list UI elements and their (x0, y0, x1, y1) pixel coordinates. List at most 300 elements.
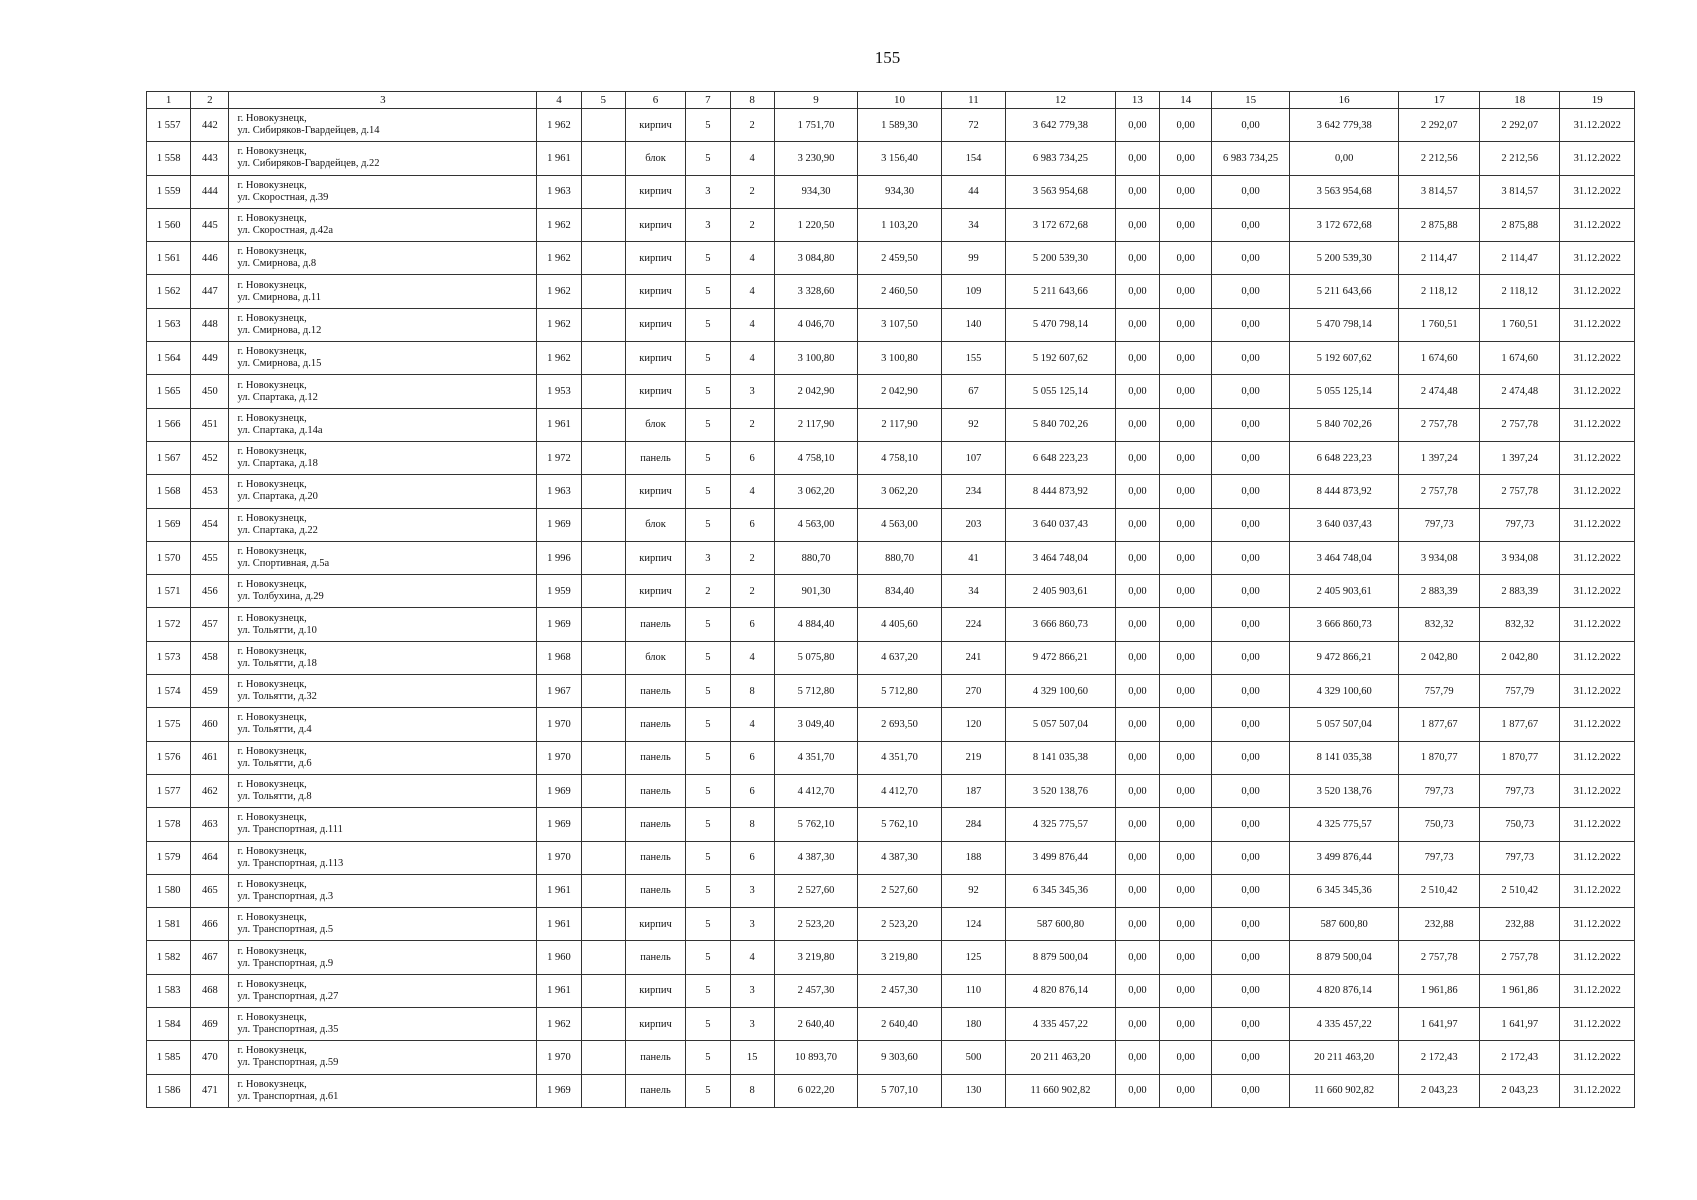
address-cell (229, 874, 537, 907)
entrances-cell: 8 (730, 808, 774, 841)
entrances-cell: 3 (730, 375, 774, 408)
column-number-header: 10 (858, 92, 942, 109)
row-number-cell: 1 580 (147, 874, 191, 907)
address-cell (229, 441, 537, 474)
living-area-cell: 880,70 (858, 541, 942, 574)
residents-cell: 34 (941, 575, 1005, 608)
unit-cost-cell: 750,73 (1399, 808, 1479, 841)
funding-cell: 20 211 463,20 (1289, 1041, 1399, 1074)
address-street: ул. Скоростная, д.42а (237, 225, 334, 237)
address-cell (229, 208, 537, 241)
year-built-cell: 1 963 (537, 475, 581, 508)
column-number-header: 9 (774, 92, 858, 109)
cost-total-cell: 4 820 876,14 (1006, 974, 1116, 1007)
local-number-cell: 458 (191, 641, 229, 674)
address-city: г. Новокузнецк, (237, 1012, 307, 1024)
unit-cost-cell: 2 757,78 (1399, 475, 1479, 508)
funding-cell: 5 057 507,04 (1289, 708, 1399, 741)
funding-cell: 4 335 457,22 (1289, 1008, 1399, 1041)
address-cell (229, 675, 537, 708)
local-number-cell: 465 (191, 874, 229, 907)
funding-cell: 0,00 (1212, 508, 1289, 541)
local-number-cell: 447 (191, 275, 229, 308)
total-area-cell: 5 762,10 (774, 808, 858, 841)
max-unit-cost-cell: 750,73 (1479, 808, 1559, 841)
floors-cell: 5 (686, 874, 730, 907)
funding-cell: 0,00 (1160, 142, 1212, 175)
deadline-cell: 31.12.2022 (1560, 1008, 1635, 1041)
living-area-cell: 2 460,50 (858, 275, 942, 308)
total-area-cell: 2 523,20 (774, 908, 858, 941)
floors-cell: 5 (686, 675, 730, 708)
deadline-cell: 31.12.2022 (1560, 575, 1635, 608)
funding-cell: 0,00 (1212, 708, 1289, 741)
local-number-cell: 455 (191, 541, 229, 574)
row-number-cell: 1 572 (147, 608, 191, 641)
entrances-cell: 6 (730, 774, 774, 807)
residents-cell: 180 (941, 1008, 1005, 1041)
unit-cost-cell: 797,73 (1399, 508, 1479, 541)
total-area-cell: 2 042,90 (774, 375, 858, 408)
residents-cell: 224 (941, 608, 1005, 641)
residents-cell: 241 (941, 641, 1005, 674)
year-built-cell: 1 961 (537, 974, 581, 1007)
address-street: ул. Транспортная, д.3 (237, 890, 334, 902)
funding-cell: 6 345 345,36 (1289, 874, 1399, 907)
table-row (147, 275, 1635, 308)
cost-total-cell: 6 345 345,36 (1006, 874, 1116, 907)
funding-cell: 0,00 (1115, 675, 1159, 708)
funding-cell: 0,00 (1160, 208, 1212, 241)
max-unit-cost-cell: 2 757,78 (1479, 408, 1559, 441)
address-city: г. Новокузнецк, (237, 312, 307, 324)
funding-cell: 3 563 954,68 (1289, 175, 1399, 208)
deadline-cell: 31.12.2022 (1560, 475, 1635, 508)
funding-cell: 0,00 (1115, 941, 1159, 974)
max-unit-cost-cell: 1 641,97 (1479, 1008, 1559, 1041)
table-row (147, 941, 1635, 974)
floors-cell: 5 (686, 142, 730, 175)
deadline-cell: 31.12.2022 (1560, 874, 1635, 907)
max-unit-cost-cell: 2 114,47 (1479, 242, 1559, 275)
unit-cost-cell: 2 474,48 (1399, 375, 1479, 408)
address-street: ул. Транспортная, д.113 (237, 857, 344, 869)
funding-cell: 0,00 (1115, 708, 1159, 741)
floors-cell: 5 (686, 1074, 730, 1107)
unit-cost-cell: 832,32 (1399, 608, 1479, 641)
funding-cell: 0,00 (1212, 308, 1289, 341)
wall-material-cell: панель (625, 774, 685, 807)
page-number: 155 (874, 48, 901, 67)
column-number-header: 8 (730, 92, 774, 109)
deadline-cell: 31.12.2022 (1560, 641, 1635, 674)
living-area-cell: 9 303,60 (858, 1041, 942, 1074)
deadline-cell: 31.12.2022 (1560, 708, 1635, 741)
empty-cell (581, 974, 625, 1007)
max-unit-cost-cell: 797,73 (1479, 774, 1559, 807)
total-area-cell: 10 893,70 (774, 1041, 858, 1074)
address-cell (229, 608, 537, 641)
row-number-cell: 1 569 (147, 508, 191, 541)
funding-cell: 0,00 (1212, 342, 1289, 375)
living-area-cell: 3 100,80 (858, 342, 942, 375)
funding-cell: 0,00 (1115, 375, 1159, 408)
address-city: г. Новокузнецк, (237, 912, 307, 924)
local-number-cell: 460 (191, 708, 229, 741)
cost-total-cell: 3 642 779,38 (1006, 109, 1116, 142)
total-area-cell: 4 412,70 (774, 774, 858, 807)
funding-cell: 0,00 (1212, 741, 1289, 774)
funding-cell: 0,00 (1115, 408, 1159, 441)
year-built-cell: 1 996 (537, 541, 581, 574)
address-city: г. Новокузнецк, (237, 745, 307, 757)
residents-cell: 234 (941, 475, 1005, 508)
total-area-cell: 4 351,70 (774, 741, 858, 774)
address-street: ул. Тольятти, д.6 (237, 757, 312, 769)
cost-total-cell: 4 329 100,60 (1006, 675, 1116, 708)
funding-cell: 0,00 (1160, 974, 1212, 1007)
wall-material-cell: кирпич (625, 342, 685, 375)
funding-cell: 5 211 643,66 (1289, 275, 1399, 308)
funding-cell: 0,00 (1115, 874, 1159, 907)
floors-cell: 5 (686, 275, 730, 308)
funding-cell: 0,00 (1160, 342, 1212, 375)
funding-cell: 0,00 (1160, 808, 1212, 841)
unit-cost-cell: 2 757,78 (1399, 941, 1479, 974)
row-number-cell: 1 583 (147, 974, 191, 1007)
local-number-cell: 453 (191, 475, 229, 508)
entrances-cell: 8 (730, 1074, 774, 1107)
deadline-cell: 31.12.2022 (1560, 1074, 1635, 1107)
living-area-cell: 5 712,80 (858, 675, 942, 708)
funding-cell: 0,00 (1160, 941, 1212, 974)
cost-total-cell: 5 057 507,04 (1006, 708, 1116, 741)
local-number-cell: 457 (191, 608, 229, 641)
table-body (147, 109, 1635, 1108)
funding-cell: 0,00 (1160, 508, 1212, 541)
local-number-cell: 469 (191, 1008, 229, 1041)
entrances-cell: 4 (730, 242, 774, 275)
funding-cell: 0,00 (1212, 1008, 1289, 1041)
address-city: г. Новокузнецк, (237, 612, 307, 624)
column-number-header: 2 (191, 92, 229, 109)
entrances-cell: 8 (730, 675, 774, 708)
row-number-cell: 1 562 (147, 275, 191, 308)
address-city: г. Новокузнецк, (237, 1078, 307, 1090)
year-built-cell: 1 962 (537, 208, 581, 241)
address-city: г. Новокузнецк, (237, 945, 307, 957)
funding-cell: 0,00 (1160, 175, 1212, 208)
row-number-cell: 1 575 (147, 708, 191, 741)
floors-cell: 5 (686, 242, 730, 275)
address-street: ул. Сибиряков-Гвардейцев, д.22 (237, 158, 380, 170)
max-unit-cost-cell: 2 042,80 (1479, 641, 1559, 674)
total-area-cell: 6 022,20 (774, 1074, 858, 1107)
entrances-cell: 2 (730, 208, 774, 241)
local-number-cell: 446 (191, 242, 229, 275)
funding-cell: 0,00 (1115, 109, 1159, 142)
empty-cell (581, 941, 625, 974)
table-row (147, 1041, 1635, 1074)
max-unit-cost-cell: 1 870,77 (1479, 741, 1559, 774)
funding-cell: 0,00 (1212, 242, 1289, 275)
unit-cost-cell: 1 760,51 (1399, 308, 1479, 341)
empty-cell (581, 109, 625, 142)
floors-cell: 5 (686, 408, 730, 441)
max-unit-cost-cell: 2 043,23 (1479, 1074, 1559, 1107)
living-area-cell: 3 062,20 (858, 475, 942, 508)
unit-cost-cell: 2 043,23 (1399, 1074, 1479, 1107)
funding-cell: 0,00 (1115, 175, 1159, 208)
deadline-cell: 31.12.2022 (1560, 408, 1635, 441)
address-street: ул. Тольятти, д.18 (237, 657, 317, 669)
table-row (147, 342, 1635, 375)
row-number-cell: 1 573 (147, 641, 191, 674)
funding-cell: 0,00 (1160, 641, 1212, 674)
address-city: г. Новокузнецк, (237, 146, 307, 158)
entrances-cell: 2 (730, 408, 774, 441)
funding-cell: 4 329 100,60 (1289, 675, 1399, 708)
address-street: ул. Транспортная, д.5 (237, 924, 334, 936)
living-area-cell: 1 103,20 (858, 208, 942, 241)
entrances-cell: 4 (730, 475, 774, 508)
living-area-cell: 4 412,70 (858, 774, 942, 807)
address-street: ул. Транспортная, д.59 (237, 1057, 339, 1069)
column-number-header: 17 (1399, 92, 1479, 109)
max-unit-cost-cell: 2 212,56 (1479, 142, 1559, 175)
column-number-header: 5 (581, 92, 625, 109)
year-built-cell: 1 969 (537, 608, 581, 641)
funding-cell: 0,00 (1212, 541, 1289, 574)
deadline-cell: 31.12.2022 (1560, 375, 1635, 408)
year-built-cell: 1 969 (537, 508, 581, 541)
floors-cell: 5 (686, 974, 730, 1007)
empty-cell (581, 342, 625, 375)
living-area-cell: 4 387,30 (858, 841, 942, 874)
column-number-header: 16 (1289, 92, 1399, 109)
funding-cell: 0,00 (1160, 575, 1212, 608)
table-row (147, 541, 1635, 574)
row-number-cell: 1 567 (147, 441, 191, 474)
cost-total-cell: 3 172 672,68 (1006, 208, 1116, 241)
funding-cell: 0,00 (1115, 275, 1159, 308)
local-number-cell: 445 (191, 208, 229, 241)
funding-cell: 0,00 (1115, 142, 1159, 175)
year-built-cell: 1 972 (537, 441, 581, 474)
floors-cell: 5 (686, 1008, 730, 1041)
unit-cost-cell: 2 292,07 (1399, 109, 1479, 142)
year-built-cell: 1 953 (537, 375, 581, 408)
address-cell (229, 808, 537, 841)
entrances-cell: 4 (730, 308, 774, 341)
max-unit-cost-cell: 2 875,88 (1479, 208, 1559, 241)
funding-cell: 0,00 (1212, 941, 1289, 974)
address-city: г. Новокузнецк, (237, 246, 307, 258)
deadline-cell: 31.12.2022 (1560, 142, 1635, 175)
funding-cell: 9 472 866,21 (1289, 641, 1399, 674)
funding-cell: 6 648 223,23 (1289, 441, 1399, 474)
wall-material-cell: блок (625, 408, 685, 441)
table-row (147, 774, 1635, 807)
floors-cell: 5 (686, 641, 730, 674)
total-area-cell: 1 751,70 (774, 109, 858, 142)
cost-total-cell: 5 192 607,62 (1006, 342, 1116, 375)
wall-material-cell: кирпич (625, 175, 685, 208)
cost-total-cell: 3 640 037,43 (1006, 508, 1116, 541)
address-city: г. Новокузнецк, (237, 679, 307, 691)
funding-cell: 0,00 (1115, 841, 1159, 874)
funding-cell: 0,00 (1115, 808, 1159, 841)
address-cell (229, 1008, 537, 1041)
address-city: г. Новокузнецк, (237, 213, 307, 225)
local-number-cell: 452 (191, 441, 229, 474)
year-built-cell: 1 970 (537, 841, 581, 874)
cost-total-cell: 3 563 954,68 (1006, 175, 1116, 208)
funding-cell: 3 640 037,43 (1289, 508, 1399, 541)
wall-material-cell: кирпич (625, 908, 685, 941)
address-cell (229, 508, 537, 541)
max-unit-cost-cell: 2 118,12 (1479, 275, 1559, 308)
wall-material-cell: панель (625, 675, 685, 708)
entrances-cell: 2 (730, 541, 774, 574)
residents-cell: 140 (941, 308, 1005, 341)
unit-cost-cell: 2 883,39 (1399, 575, 1479, 608)
table-row (147, 375, 1635, 408)
floors-cell: 5 (686, 941, 730, 974)
funding-cell: 0,00 (1160, 441, 1212, 474)
local-number-cell: 442 (191, 109, 229, 142)
funding-cell: 0,00 (1115, 475, 1159, 508)
address-cell (229, 575, 537, 608)
address-street: ул. Тольятти, д.32 (237, 691, 317, 703)
total-area-cell: 3 219,80 (774, 941, 858, 974)
row-number-cell: 1 579 (147, 841, 191, 874)
max-unit-cost-cell: 1 760,51 (1479, 308, 1559, 341)
table-row (147, 874, 1635, 907)
total-area-cell: 3 084,80 (774, 242, 858, 275)
max-unit-cost-cell: 2 292,07 (1479, 109, 1559, 142)
deadline-cell: 31.12.2022 (1560, 1041, 1635, 1074)
funding-cell: 2 405 903,61 (1289, 575, 1399, 608)
total-area-cell: 880,70 (774, 541, 858, 574)
cost-total-cell: 5 200 539,30 (1006, 242, 1116, 275)
entrances-cell: 3 (730, 874, 774, 907)
table-row (147, 708, 1635, 741)
address-cell (229, 941, 537, 974)
table-row (147, 608, 1635, 641)
year-built-cell: 1 968 (537, 641, 581, 674)
table-row (147, 408, 1635, 441)
total-area-cell: 3 328,60 (774, 275, 858, 308)
cost-total-cell: 5 055 125,14 (1006, 375, 1116, 408)
max-unit-cost-cell: 832,32 (1479, 608, 1559, 641)
funding-cell: 0,00 (1160, 475, 1212, 508)
local-number-cell: 454 (191, 508, 229, 541)
funding-cell: 0,00 (1115, 308, 1159, 341)
wall-material-cell: кирпич (625, 375, 685, 408)
empty-cell (581, 175, 625, 208)
living-area-cell: 4 351,70 (858, 741, 942, 774)
cost-total-cell: 3 666 860,73 (1006, 608, 1116, 641)
floors-cell: 5 (686, 908, 730, 941)
total-area-cell: 2 457,30 (774, 974, 858, 1007)
local-number-cell: 467 (191, 941, 229, 974)
address-city: г. Новокузнецк, (237, 379, 307, 391)
cost-total-cell: 6 648 223,23 (1006, 441, 1116, 474)
living-area-cell: 2 693,50 (858, 708, 942, 741)
year-built-cell: 1 961 (537, 142, 581, 175)
address-city: г. Новокузнецк, (237, 412, 307, 424)
empty-cell (581, 308, 625, 341)
unit-cost-cell: 2 114,47 (1399, 242, 1479, 275)
funding-cell: 0,00 (1212, 608, 1289, 641)
floors-cell: 3 (686, 208, 730, 241)
living-area-cell: 4 405,60 (858, 608, 942, 641)
max-unit-cost-cell: 2 172,43 (1479, 1041, 1559, 1074)
funding-cell: 587 600,80 (1289, 908, 1399, 941)
max-unit-cost-cell: 757,79 (1479, 675, 1559, 708)
wall-material-cell: панель (625, 874, 685, 907)
cost-total-cell: 3 520 138,76 (1006, 774, 1116, 807)
cost-total-cell: 4 325 775,57 (1006, 808, 1116, 841)
address-cell (229, 774, 537, 807)
floors-cell: 3 (686, 175, 730, 208)
address-city: г. Новокузнецк, (237, 812, 307, 824)
entrances-cell: 4 (730, 142, 774, 175)
row-number-cell: 1 564 (147, 342, 191, 375)
floors-cell: 5 (686, 342, 730, 375)
year-built-cell: 1 962 (537, 275, 581, 308)
row-number-cell: 1 560 (147, 208, 191, 241)
local-number-cell: 471 (191, 1074, 229, 1107)
funding-cell: 0,00 (1212, 974, 1289, 1007)
residents-cell: 203 (941, 508, 1005, 541)
empty-cell (581, 708, 625, 741)
address-cell (229, 142, 537, 175)
local-number-cell: 444 (191, 175, 229, 208)
residents-cell: 41 (941, 541, 1005, 574)
funding-cell: 5 200 539,30 (1289, 242, 1399, 275)
entrances-cell: 4 (730, 641, 774, 674)
funding-cell: 0,00 (1160, 874, 1212, 907)
year-built-cell: 1 970 (537, 741, 581, 774)
residents-cell: 72 (941, 109, 1005, 142)
unit-cost-cell: 3 814,57 (1399, 175, 1479, 208)
funding-cell: 3 464 748,04 (1289, 541, 1399, 574)
cost-total-cell: 8 141 035,38 (1006, 741, 1116, 774)
living-area-cell: 2 457,30 (858, 974, 942, 1007)
funding-cell: 0,00 (1212, 109, 1289, 142)
wall-material-cell: кирпич (625, 208, 685, 241)
funding-cell: 0,00 (1115, 575, 1159, 608)
max-unit-cost-cell: 797,73 (1479, 841, 1559, 874)
cost-total-cell: 9 472 866,21 (1006, 641, 1116, 674)
floors-cell: 5 (686, 308, 730, 341)
floors-cell: 5 (686, 608, 730, 641)
funding-cell: 0,00 (1115, 774, 1159, 807)
funding-cell: 0,00 (1115, 1041, 1159, 1074)
floors-cell: 3 (686, 541, 730, 574)
cost-total-cell: 8 879 500,04 (1006, 941, 1116, 974)
deadline-cell: 31.12.2022 (1560, 275, 1635, 308)
funding-cell: 0,00 (1212, 908, 1289, 941)
living-area-cell: 5 707,10 (858, 1074, 942, 1107)
max-unit-cost-cell: 797,73 (1479, 508, 1559, 541)
row-number-cell: 1 582 (147, 941, 191, 974)
total-area-cell: 934,30 (774, 175, 858, 208)
empty-cell (581, 208, 625, 241)
unit-cost-cell: 2 212,56 (1399, 142, 1479, 175)
